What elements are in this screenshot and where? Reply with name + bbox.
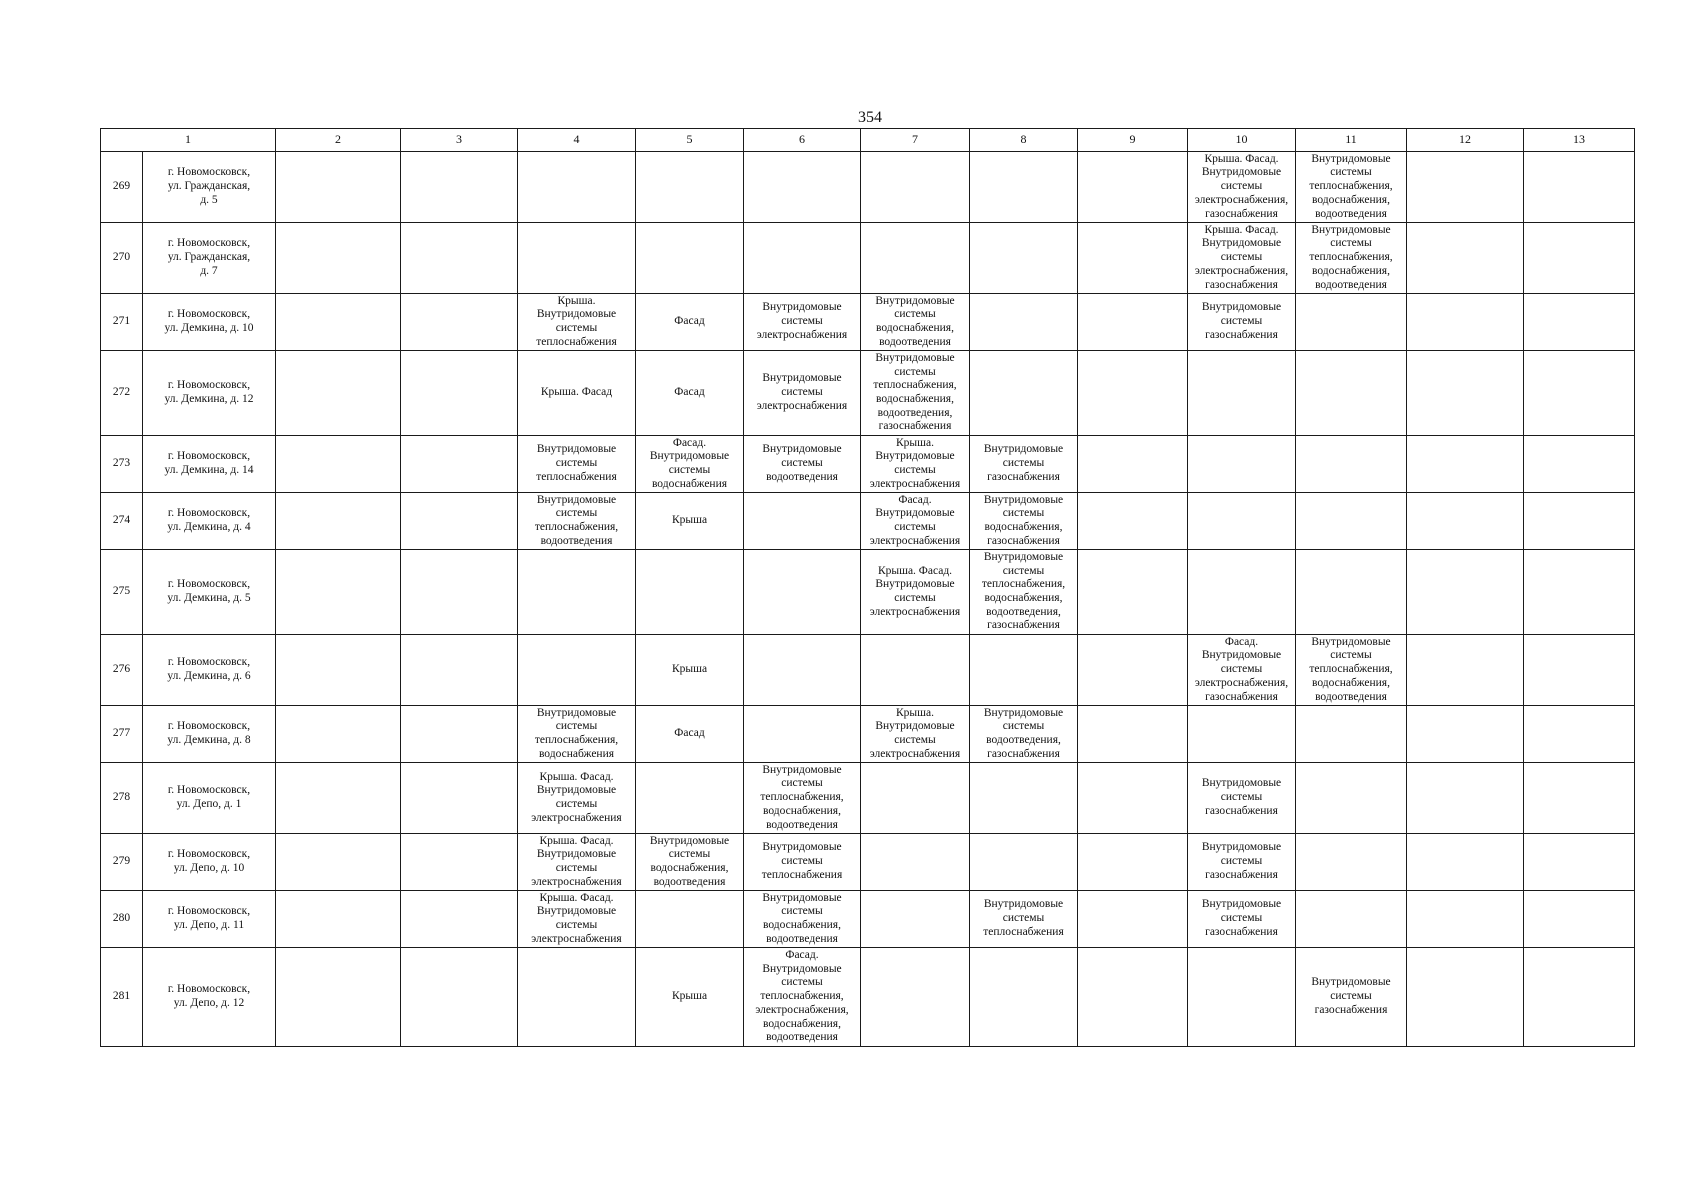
work-cell <box>744 550 861 635</box>
column-header: 5 <box>636 129 744 152</box>
work-cell <box>1078 152 1188 223</box>
work-cell <box>1524 436 1635 493</box>
address-cell: г. Новомосковск, ул. Демкина, д. 14 <box>143 436 276 493</box>
work-cell: Внутридомовые системы теплоснабжения, водоснабжения, водоотведения <box>744 763 861 834</box>
work-cell <box>276 891 401 948</box>
work-cell: Внутридомовые системы теплоснабжения, водоснабжения, водоотведения <box>1296 152 1407 223</box>
work-cell <box>1188 436 1296 493</box>
address-cell: г. Новомосковск, ул. Демкина, д. 12 <box>143 351 276 436</box>
column-header: 12 <box>1407 129 1524 152</box>
work-cell <box>1524 706 1635 763</box>
work-cell <box>518 635 636 706</box>
work-cell: Крыша. Фасад. Внутридомовые системы электроснабжения <box>861 550 970 635</box>
work-cell: Внутридомовые системы газоснабжения <box>1296 948 1407 1047</box>
work-cell <box>1524 493 1635 550</box>
work-cell <box>970 948 1078 1047</box>
work-cell <box>276 152 401 223</box>
table-row <box>101 550 1635 635</box>
work-cell: Крыша. Фасад <box>518 351 636 436</box>
work-cell: Крыша. Фасад. Внутридомовые системы электроснабжения, газоснабжения <box>1188 223 1296 294</box>
work-cell <box>861 834 970 891</box>
work-cell <box>1407 635 1524 706</box>
work-cell <box>970 223 1078 294</box>
work-cell: Внутридомовые системы газоснабжения <box>1188 294 1296 351</box>
work-cell <box>1078 635 1188 706</box>
work-cell: Крыша. Внутридомовые системы теплоснабжения <box>518 294 636 351</box>
address-cell: г. Новомосковск, ул. Гражданская, д. 7 <box>143 223 276 294</box>
work-cell <box>1296 493 1407 550</box>
work-cell <box>276 493 401 550</box>
work-cell <box>1188 351 1296 436</box>
work-cell <box>1296 351 1407 436</box>
work-cell: Внутридомовые системы теплоснабжения, водоснабжения, водоотведения <box>1296 223 1407 294</box>
work-cell <box>401 948 518 1047</box>
work-cell <box>1078 223 1188 294</box>
work-cell <box>1407 948 1524 1047</box>
work-cell <box>1296 706 1407 763</box>
work-cell <box>1407 834 1524 891</box>
row-number: 269 <box>101 152 143 223</box>
row-number: 277 <box>101 706 143 763</box>
address-cell: г. Новомосковск, ул. Депо, д. 11 <box>143 891 276 948</box>
work-cell <box>636 223 744 294</box>
work-cell: Крыша. Внутридомовые системы электроснабжения <box>861 706 970 763</box>
work-cell <box>276 550 401 635</box>
work-cell: Крыша <box>636 493 744 550</box>
table-row <box>101 635 1635 706</box>
work-cell <box>276 294 401 351</box>
works-table <box>100 128 1635 1047</box>
work-cell <box>1188 948 1296 1047</box>
work-cell <box>1524 763 1635 834</box>
work-cell <box>276 948 401 1047</box>
work-cell <box>1296 763 1407 834</box>
work-cell <box>1407 706 1524 763</box>
work-cell <box>1524 550 1635 635</box>
column-header: 13 <box>1524 129 1635 152</box>
work-cell <box>861 152 970 223</box>
work-cell: Фасад. Внутридомовые системы водоснабжения <box>636 436 744 493</box>
work-cell <box>861 891 970 948</box>
work-cell: Внутридомовые системы водоотведения <box>744 436 861 493</box>
work-cell <box>276 436 401 493</box>
column-header: 8 <box>970 129 1078 152</box>
work-cell <box>744 635 861 706</box>
work-cell <box>970 351 1078 436</box>
address-cell: г. Новомосковск, ул. Депо, д. 1 <box>143 763 276 834</box>
work-cell <box>401 891 518 948</box>
work-cell <box>518 948 636 1047</box>
work-cell: Внутридомовые системы водоснабжения, газоснабжения <box>970 493 1078 550</box>
work-cell <box>401 493 518 550</box>
row-number: 270 <box>101 223 143 294</box>
work-cell <box>1296 834 1407 891</box>
row-number: 273 <box>101 436 143 493</box>
work-cell <box>1078 436 1188 493</box>
work-cell <box>518 223 636 294</box>
work-cell: Крыша <box>636 635 744 706</box>
work-cell <box>636 152 744 223</box>
address-cell: г. Новомосковск, ул. Демкина, д. 6 <box>143 635 276 706</box>
work-cell <box>1407 763 1524 834</box>
work-cell <box>1296 550 1407 635</box>
work-cell: Внутридомовые системы газоснабжения <box>1188 834 1296 891</box>
column-header: 3 <box>401 129 518 152</box>
table-row <box>101 493 1635 550</box>
column-header: 1 <box>101 129 276 152</box>
work-cell: Внутридомовые системы теплоснабжения <box>518 436 636 493</box>
address-cell: г. Новомосковск, ул. Демкина, д. 8 <box>143 706 276 763</box>
work-cell <box>401 550 518 635</box>
column-header-row <box>101 129 1635 152</box>
work-cell <box>970 635 1078 706</box>
address-cell: г. Новомосковск, ул. Депо, д. 12 <box>143 948 276 1047</box>
work-cell <box>1524 294 1635 351</box>
work-cell: Внутридомовые системы теплоснабжения, водоснабжения, водоотведения, газоснабжения <box>861 351 970 436</box>
work-cell <box>401 152 518 223</box>
work-cell <box>1524 351 1635 436</box>
table-row <box>101 763 1635 834</box>
work-cell <box>401 706 518 763</box>
work-cell <box>1524 152 1635 223</box>
table-row <box>101 152 1635 223</box>
column-header: 7 <box>861 129 970 152</box>
table-row <box>101 223 1635 294</box>
work-cell <box>276 763 401 834</box>
work-cell <box>1407 891 1524 948</box>
row-number: 274 <box>101 493 143 550</box>
work-cell <box>276 635 401 706</box>
work-cell: Фасад. Внутридомовые системы теплоснабжения, электроснабжения, водоснабжения, водоотведения <box>744 948 861 1047</box>
work-cell: Внутридомовые системы теплоснабжения, водоснабжения <box>518 706 636 763</box>
work-cell <box>861 763 970 834</box>
work-cell <box>861 223 970 294</box>
work-cell <box>1078 550 1188 635</box>
work-cell: Крыша. Фасад. Внутридомовые системы электроснабжения <box>518 763 636 834</box>
row-number: 281 <box>101 948 143 1047</box>
column-header: 4 <box>518 129 636 152</box>
work-cell <box>401 223 518 294</box>
work-cell <box>636 763 744 834</box>
work-cell: Крыша. Внутридомовые системы электроснабжения <box>861 436 970 493</box>
column-header: 9 <box>1078 129 1188 152</box>
work-cell <box>636 550 744 635</box>
row-number: 272 <box>101 351 143 436</box>
work-cell <box>1078 493 1188 550</box>
work-cell <box>1296 436 1407 493</box>
column-header: 6 <box>744 129 861 152</box>
work-cell <box>1078 763 1188 834</box>
address-cell: г. Новомосковск, ул. Демкина, д. 10 <box>143 294 276 351</box>
address-cell: г. Новомосковск, ул. Демкина, д. 5 <box>143 550 276 635</box>
work-cell: Фасад. Внутридомовые системы электроснабжения <box>861 493 970 550</box>
work-cell: Внутридомовые системы теплоснабжения, водоснабжения, водоотведения, газоснабжения <box>970 550 1078 635</box>
work-cell <box>1296 891 1407 948</box>
work-cell <box>401 436 518 493</box>
work-cell <box>1188 706 1296 763</box>
work-cell: Фасад <box>636 294 744 351</box>
work-cell <box>1296 294 1407 351</box>
work-cell <box>744 152 861 223</box>
work-cell: Крыша. Фасад. Внутридомовые системы электроснабжения <box>518 891 636 948</box>
work-cell <box>970 763 1078 834</box>
row-number: 280 <box>101 891 143 948</box>
work-cell <box>401 834 518 891</box>
work-cell: Внутридомовые системы теплоснабжения <box>744 834 861 891</box>
work-cell: Внутридомовые системы газоснабжения <box>1188 763 1296 834</box>
row-number: 276 <box>101 635 143 706</box>
work-cell: Внутридомовые системы электроснабжения <box>744 351 861 436</box>
work-cell: Внутридомовые системы водоотведения, газоснабжения <box>970 706 1078 763</box>
address-cell: г. Новомосковск, ул. Депо, д. 10 <box>143 834 276 891</box>
work-cell <box>744 493 861 550</box>
work-cell <box>1078 834 1188 891</box>
work-cell <box>1524 223 1635 294</box>
work-cell: Внутридомовые системы теплоснабжения, водоотведения <box>518 493 636 550</box>
work-cell <box>1407 223 1524 294</box>
work-cell <box>276 351 401 436</box>
work-cell <box>861 948 970 1047</box>
work-cell <box>970 294 1078 351</box>
work-cell <box>401 635 518 706</box>
work-cell <box>1078 351 1188 436</box>
column-header: 10 <box>1188 129 1296 152</box>
work-cell: Фасад <box>636 351 744 436</box>
table-row <box>101 351 1635 436</box>
work-cell <box>1407 294 1524 351</box>
work-cell <box>1407 152 1524 223</box>
work-cell <box>1078 294 1188 351</box>
work-cell <box>1188 550 1296 635</box>
work-cell: Внутридомовые системы теплоснабжения, водоснабжения, водоотведения <box>1296 635 1407 706</box>
work-cell <box>1078 891 1188 948</box>
row-number: 279 <box>101 834 143 891</box>
work-cell <box>1407 550 1524 635</box>
work-cell <box>636 891 744 948</box>
table-row <box>101 436 1635 493</box>
work-cell: Внутридомовые системы газоснабжения <box>1188 891 1296 948</box>
work-cell <box>1524 948 1635 1047</box>
work-cell <box>744 223 861 294</box>
work-cell <box>1524 891 1635 948</box>
work-cell: Внутридомовые системы газоснабжения <box>970 436 1078 493</box>
work-cell: Внутридомовые системы водоснабжения, водоотведения <box>744 891 861 948</box>
row-number: 278 <box>101 763 143 834</box>
work-cell: Крыша. Фасад. Внутридомовые системы электроснабжения <box>518 834 636 891</box>
row-number: 275 <box>101 550 143 635</box>
work-cell <box>518 550 636 635</box>
table-row <box>101 948 1635 1047</box>
address-cell: г. Новомосковск, ул. Демкина, д. 4 <box>143 493 276 550</box>
work-cell <box>861 635 970 706</box>
work-cell: Фасад. Внутридомовые системы электроснабжения, газоснабжения <box>1188 635 1296 706</box>
work-cell <box>1524 635 1635 706</box>
work-cell: Крыша. Фасад. Внутридомовые системы электроснабжения, газоснабжения <box>1188 152 1296 223</box>
work-cell <box>401 351 518 436</box>
work-cell <box>276 834 401 891</box>
column-header: 11 <box>1296 129 1407 152</box>
row-number: 271 <box>101 294 143 351</box>
work-cell: Фасад <box>636 706 744 763</box>
work-cell <box>401 763 518 834</box>
work-cell <box>276 706 401 763</box>
work-cell: Внутридомовые системы теплоснабжения <box>970 891 1078 948</box>
work-cell <box>1407 351 1524 436</box>
table-row <box>101 891 1635 948</box>
work-cell <box>970 834 1078 891</box>
work-cell <box>1524 834 1635 891</box>
work-cell <box>1407 436 1524 493</box>
work-cell <box>401 294 518 351</box>
work-cell: Внутридомовые системы электроснабжения <box>744 294 861 351</box>
work-cell <box>744 706 861 763</box>
work-cell: Внутридомовые системы водоснабжения, водоотведения <box>636 834 744 891</box>
address-cell: г. Новомосковск, ул. Гражданская, д. 5 <box>143 152 276 223</box>
column-header: 2 <box>276 129 401 152</box>
work-cell <box>970 152 1078 223</box>
table-row <box>101 294 1635 351</box>
work-cell <box>1078 948 1188 1047</box>
work-cell: Крыша <box>636 948 744 1047</box>
work-cell <box>1407 493 1524 550</box>
page-number: 354 <box>858 109 882 126</box>
work-cell <box>276 223 401 294</box>
work-cell <box>1078 706 1188 763</box>
work-cell <box>1188 493 1296 550</box>
work-cell <box>518 152 636 223</box>
table-row <box>101 834 1635 891</box>
work-cell: Внутридомовые системы водоснабжения, водоотведения <box>861 294 970 351</box>
table-row <box>101 706 1635 763</box>
